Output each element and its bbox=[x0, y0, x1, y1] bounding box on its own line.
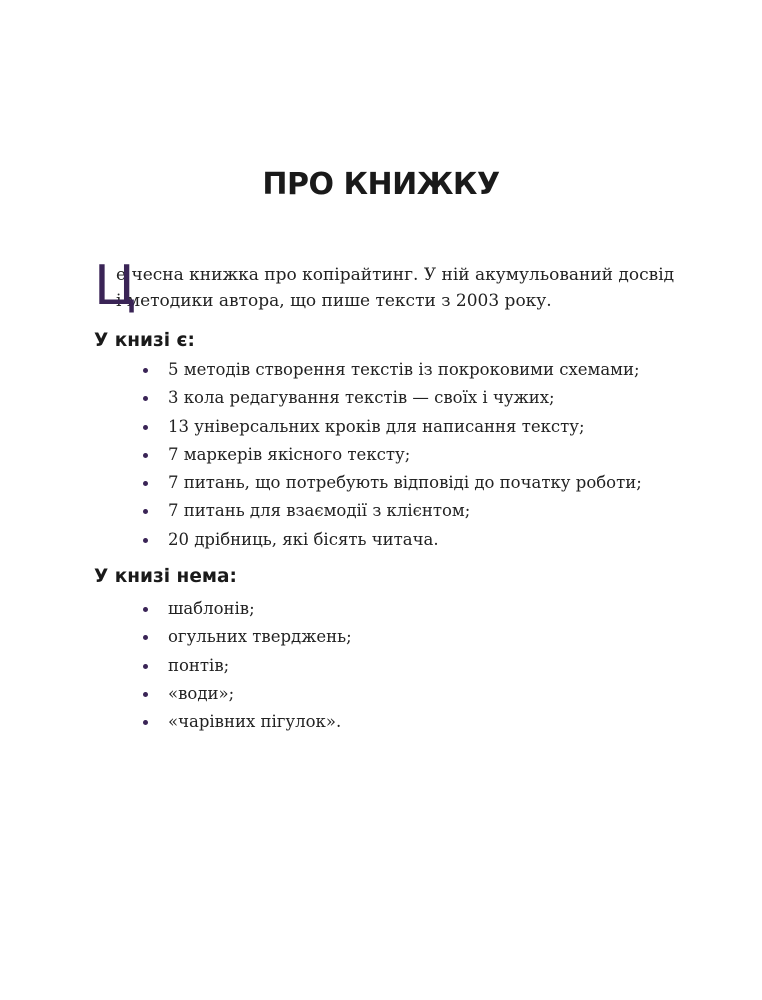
list-item-text: 7 питань для взаємодії з клієнтом; bbox=[168, 501, 471, 521]
list-hasnt bbox=[143, 595, 352, 736]
bullet-icon bbox=[143, 368, 148, 373]
list-item bbox=[143, 526, 642, 554]
list-item-text: 7 питань, що потребують відповіді до початку роботи; bbox=[168, 473, 642, 493]
drop-cap: Ц bbox=[94, 254, 136, 317]
list-has bbox=[143, 356, 642, 554]
list-item-text: 20 дрібниць, які бісять читача. bbox=[168, 529, 439, 549]
list-item bbox=[143, 623, 352, 651]
list-item-text: 7 маркерів якісного тексту; bbox=[168, 444, 411, 464]
list-item bbox=[143, 413, 642, 441]
list-item bbox=[143, 708, 352, 736]
list-item bbox=[143, 497, 642, 525]
bullet-icon bbox=[143, 692, 148, 697]
list-item bbox=[143, 441, 642, 469]
list-item bbox=[143, 680, 352, 708]
section-heading-hasnt: У книзі нема: bbox=[94, 566, 237, 587]
bullet-icon bbox=[143, 664, 148, 669]
list-item-text: «води»; bbox=[168, 683, 235, 703]
intro-line-2: і методики автора, що пише тексти з 2003 року. bbox=[116, 291, 552, 311]
bullet-icon bbox=[143, 481, 148, 486]
bullet-icon bbox=[143, 720, 148, 725]
list-item-text: «чарівних пігулок». bbox=[168, 712, 342, 732]
list-item-text: шаблонів; bbox=[168, 599, 255, 618]
bullet-icon bbox=[143, 635, 148, 640]
intro-paragraph bbox=[94, 254, 694, 317]
bullet-icon bbox=[143, 538, 148, 543]
list-item-text: 5 методів створення текстів із покроковими схемами; bbox=[168, 360, 640, 379]
page-title: ПРО КНИЖКУ bbox=[262, 167, 500, 202]
bullet-icon bbox=[143, 425, 148, 430]
intro-line-1: е чесна книжка про копірайтинг. У ній акумульований досвід bbox=[116, 265, 675, 285]
list-item bbox=[143, 595, 352, 623]
bullet-icon bbox=[143, 509, 148, 514]
bullet-icon bbox=[143, 453, 148, 458]
bullet-icon bbox=[143, 607, 148, 612]
bullet-icon bbox=[143, 396, 148, 401]
list-item bbox=[143, 384, 642, 412]
list-item bbox=[143, 469, 642, 497]
list-item bbox=[143, 356, 642, 384]
list-item-text: понтів; bbox=[168, 655, 230, 675]
list-item-text: огульних тверджень; bbox=[168, 627, 352, 647]
list-item-text: 13 універсальних кроків для написання тексту; bbox=[168, 416, 585, 436]
list-item-text: 3 кола редагування текстів — своїх і чужих; bbox=[168, 388, 555, 408]
section-heading-has: У книзі є: bbox=[94, 330, 195, 351]
list-item bbox=[143, 652, 352, 680]
